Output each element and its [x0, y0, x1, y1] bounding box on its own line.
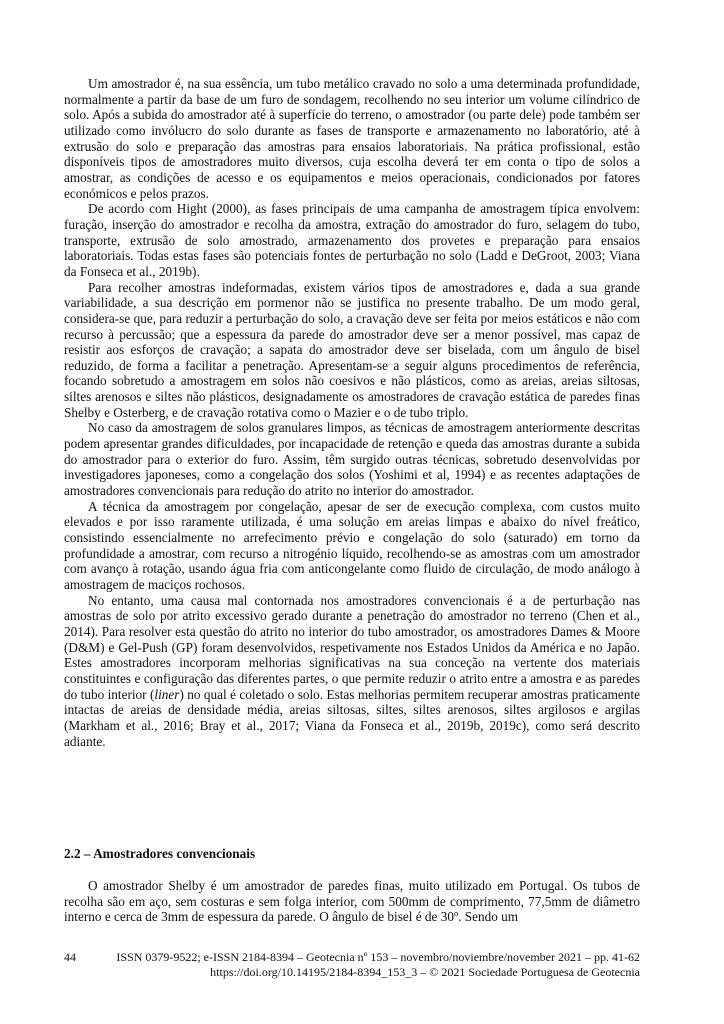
body-text [64, 76, 640, 749]
paragraph-friction-samplers [64, 593, 640, 750]
page-number: 44 [64, 950, 76, 964]
page-footer [64, 950, 640, 980]
liner-term: liner [154, 686, 180, 702]
footer-line-journal [64, 950, 640, 965]
friction-text-after: ) no qual é coletado o solo. Estas melhorias permitem recuperar amostras praticamente intactas de areias de densidade média, areias siltosas, siltes, siltes arenosos, siltes argilosos e argilas (Markham et al., 2016; Bray et al., 2017; Viana da Fonseca et al., 2019b, 2019c), como será descrito adiante. [64, 686, 640, 749]
paragraph-granular-soils: No caso da amostragem de solos granulares limpos, as técnicas de amostragem anteriormente descritas podem apresentar grandes dificuldades, por incapacidade de retenção e queda das amostras durante a subida do amostrador para o exterior do furo. Assim, têm surgido outras técnicas, sobretudo desenvolvidas por investigadores japoneses, como a congelação dos solos (Yoshimi et al, 1994) e as recentes adaptações de amostradores convencionais para redução do atrito no interior do amostrador. [64, 420, 640, 499]
footer-doi: https://doi.org/10.14195/2184-8394_153_3 – © 2021 Sociedade Portuguesa de Geotecnia [210, 965, 640, 979]
friction-text-before: No entanto, uma causa mal contornada nos amostradores convencionais é a de perturbação nas amostras de solo por atrito excessivo gerado durante a penetração do amostrador no terreno (Chen et al., 2014). Para resolver esta questão do atrito no interior do tubo amostrador, os amostradores Dames & Moore (D&M) e Gel-Push (GP) foram desenvolvidos, respetivamente nos Estados Unidos da América e no Japão. Estes amostradores incorporam melhorias significativas na sua conceção na vertente dos materiais constituintes e configuração das diferentes partes, o que permite reduzir o atrito entre a amostra e as paredes do tubo interior ( [64, 592, 640, 702]
section-body [64, 878, 640, 925]
paragraph-amostrador-definition: Um amostrador é, na sua essência, um tubo metálico cravado no solo a uma determinada profundidade, normalmente a partir da base de um furo de sondagem, recolhendo no seu interior um volume cilíndrico de solo. Após a subida do amostrador até à superfície do terreno, o amostrador (ou parte dele) pode também ser utilizado como invólucro do solo durante as fases de transporte e armazenamento no laboratório, até à extrusão do solo e preparação das amostras para ensaios laboratoriais. Na prática profissional, estão disponíveis tipos de amostradores muito diversos, cuja escolha deverá ter em conta o tipo de solos a amostrar, as condições de acesso e os equipamentos e meios operacionais, condicionados por fatores económicos e pelos prazos. [64, 76, 640, 201]
paragraph-undisturbed-samples: Para recolher amostras indeformadas, existem vários tipos de amostradores e, dada a sua grande variabilidade, a sua descrição em pormenor não se justifica no presente trabalho. De um modo geral, considera-se que, para reduzir a perturbação do solo, a cravação deve ser feita por meios estáticos e não com recurso à percussão; que a espessura da parede do amostrador deve ser a menor possível, mas capaz de resistir aos esforços de cravação; a sapata do amostrador deve ser biselada, com um ângulo de bisel reduzido, de forma a facilitar a penetração. Apresentam-se a seguir alguns procedimentos de referência, focando sobretudo a amostragem em solos não coesivos e não plásticos, como as areias, areias siltosas, siltes arenosos e siltes não plásticos, designadamente os amostradores de cravação estática de paredes finas Shelby e Osterberg, e de cravação rotativa como o Mazier e o de tubo triplo. [64, 279, 640, 420]
paragraph-freezing-technique: A técnica da amostragem por congelação, apesar de ser de execução complexa, com custos muito elevados e por isso raramente utilizada, é uma solução em areias limpas e abaixo do nível freático, consistindo essencialmente no arrefecimento prévio e congelação do solo (saturado) em torno da profundidade a amostrar, com recurso a nitrogénio líquido, recolhendo-se as amostras com um amostrador com avanço à rotação, usando água fria com anticongelante como fluido de circulação, de modo análogo à amostragem de maciços rochosos. [64, 498, 640, 592]
paragraph-hight-phases: De acordo com Hight (2000), as fases principais de uma campanha de amostragem típica envolvem: furação, inserção do amostrador e recolha da amostra, extração do amostrador do furo, selagem do tubo, transporte, extrusão de solo amostrado, armazenamento dos provetes e preparação para ensaios laboratoriais. Todas estas fases são potenciais fontes de perturbação no solo (Ladd e DeGroot, 2003; Viana da Fonseca et al., 2019b). [64, 201, 640, 279]
section-heading: 2.2 – Amostradores convencionais [64, 846, 256, 861]
journal-citation: ISSN 0379-9522; e-ISSN 2184-8394 – Geotecnia nº 153 – novembro/noviembre/november 2021 – pp. 41-62 [116, 950, 640, 964]
paragraph-shelby-sampler: O amostrador Shelby é um amostrador de paredes finas, muito utilizado em Portugal. Os tubos de recolha são em aço, sem costuras e sem folga interior, com 500mm de comprimento, 77,5mm de diâmetro interno e cerca de 3mm de espessura da parede. O ângulo de bisel é de 30º. Sendo um [64, 878, 640, 925]
